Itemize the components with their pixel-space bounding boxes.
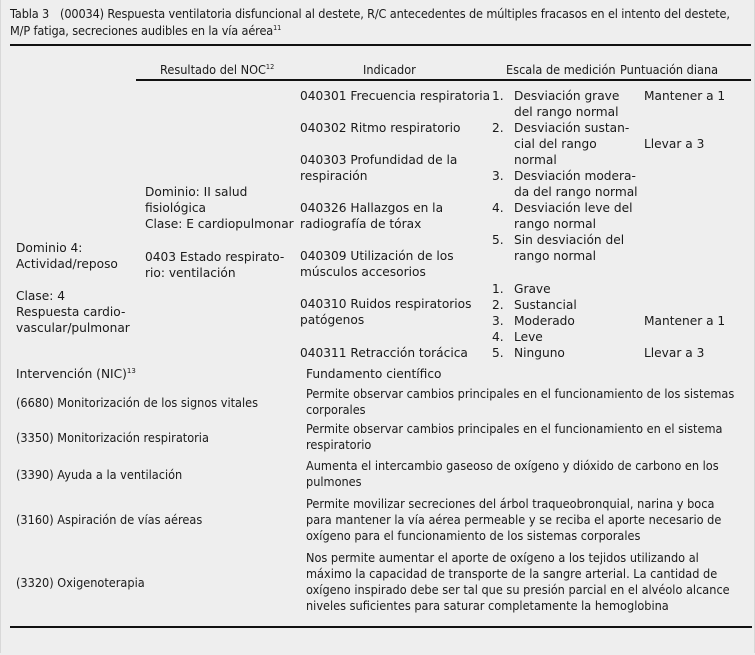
diagnosis-clase-l2: Respuesta cardio- [16,305,126,319]
noc-dominio-l1: Dominio: II salud [145,185,248,199]
indicator-040303 [300,152,457,184]
target-3: Mantener a 1 [644,314,726,328]
nic-fundamento: Permite movilizar secreciones del árbol traqueobronquial, narina y boca para mantener la vía aérea permeable y se reciba el aporte necesario de oxígeno para el funcionamiento de los sistemas corporales [306,497,722,543]
indicator-040311 [300,345,468,361]
nic-header-fundamento: Fundamento científico [306,367,442,381]
top-rule [10,44,751,46]
nic-name: (3160) Aspiración de vías aéreas [16,513,203,527]
header-resultado-ref: 12 [265,63,275,71]
header-escala: Escala de medición [506,63,616,77]
indicator-l2: radiografía de tórax [300,217,422,231]
header-rule [136,79,751,81]
nic-fundamento: Permite observar cambios principales en el funcionamiento de los sistemas corporales [306,387,735,417]
table-caption [10,6,750,40]
scale-num: 4. [492,201,504,215]
header-indicador: Indicador [363,63,416,77]
scale-text: Leve [514,330,543,344]
indicator-l1: 040310 Ruidos respiratorios [300,297,472,311]
nic-header-intervencion-ref: 13 [126,367,136,375]
indicator-l1: 040326 Hallazgos en la [300,201,444,215]
indicator-040310 [300,296,471,328]
caption-text: (00034) Respuesta ventilatoria disfuncional al destete, R/C antecedentes de múltiples fracasos en el intento del destete, M/P fatiga, secreciones audibles en la vía aérea [10,7,730,38]
nic-name: (3350) Monitorización respiratoria [16,431,209,445]
scale-severity-list [492,281,577,361]
scale-text: Desviación sustan- [514,121,630,135]
indicator-l1: 040302 Ritmo respiratorio [300,121,461,135]
nic-fundamento: Nos permite aumentar el aporte de oxígeno a los tejidos utilizando al máximo la capacidad de transporte de la sangre arterial. La cantidad de oxígeno inspirado debe ser tal que su presión parcial en el alvéolo alcance niveles suficientes para saturar completamente la hemoglobina [306,551,730,613]
target-2: Llevar a 3 [644,137,705,151]
noc-resultado-l2: rio: ventilación [145,266,236,280]
scale-item [492,281,577,297]
scale-item [492,88,638,120]
indicator-l1: 040303 Profundidad de la [300,153,458,167]
nic-name: (6680) Monitorización de los signos vitales [16,396,259,410]
scale-text: Sin desviación del [514,233,625,247]
scale-num: 1. [492,89,504,103]
diagnosis-clase-l1: Clase: 4 [16,289,65,303]
indicator-040302 [300,120,461,136]
indicator-040309 [300,248,454,280]
header-puntuacion: Puntuación diana [620,63,719,77]
scale-text: rango normal [514,217,596,231]
scale-text: normal [514,153,557,167]
scale-text: Desviación modera- [514,169,636,183]
scale-text: Desviación grave [514,89,620,103]
scale-item [492,200,638,232]
bottom-rule [10,626,752,628]
target-1: Mantener a 1 [644,89,726,103]
diagnosis-clase-l3: vascular/pulmonar [16,321,130,335]
scale-num: 5. [492,233,504,247]
indicator-l1: 040311 Retracción torácica [300,346,468,360]
diagnosis-clase [16,288,130,336]
scale-item [492,297,577,313]
nic-header-intervencion [16,366,136,382]
scale-item [492,120,638,168]
noc-clase: Clase: E cardiopulmonar [145,217,294,231]
indicator-l1: 040309 Utilización de los [300,249,454,263]
target-4: Llevar a 3 [644,346,705,360]
scale-item [492,329,577,345]
scale-num: 2. [492,121,504,135]
indicator-040326 [300,200,443,232]
nic-fundamento: Aumenta el intercambio gaseoso de oxígeno y dióxido de carbono en los pulmones [306,459,719,489]
scale-text: Ninguno [514,346,565,360]
scale-item [492,232,638,264]
diagnosis-dominio-l2: Actividad/reposo [16,257,118,271]
scale-item [492,313,577,329]
diagnosis-dominio [16,240,118,272]
header-resultado-label: Resultado del NOC [160,63,266,77]
scale-num: 1. [492,282,504,296]
diagnosis-dominio-l1: Dominio 4: [16,241,83,255]
header-resultado [160,62,274,78]
scale-text: Sustancial [514,298,577,312]
scale-text: Moderado [514,314,575,328]
scale-text: del rango normal [514,105,619,119]
scale-text: da del rango normal [514,185,638,199]
scale-deviation-list [492,88,638,264]
noc-resultado-l1: 0403 Estado respirato- [145,250,285,264]
nic-header-intervencion-label: Intervención (NIC) [16,367,127,381]
scale-num: 3. [492,169,504,183]
scale-item [492,168,638,200]
scale-num: 3. [492,314,504,328]
scale-text: Grave [514,282,551,296]
scale-num: 5. [492,346,504,360]
scale-num: 2. [492,298,504,312]
scale-text: Desviación leve del [514,201,633,215]
nic-fundamento: Permite observar cambios principales en el funcionamiento en el sistema respiratorio [306,422,723,452]
scale-text: rango normal [514,249,596,263]
indicator-l1: 040301 Frecuencia respiratoria [300,89,491,103]
nic-name: (3390) Ayuda a la ventilación [16,468,183,482]
indicator-l2: patógenos [300,313,365,327]
scale-num: 4. [492,330,504,344]
scale-text: cial del rango [514,137,597,151]
noc-dominio-l2: fisiológica [145,201,207,215]
scale-item [492,345,577,361]
noc-dominio [145,184,294,232]
indicator-040301 [300,88,490,104]
noc-resultado [145,249,284,281]
caption-reference: 11 [273,24,282,32]
indicator-l2: músculos accesorios [300,265,426,279]
table-label: Tabla 3 [10,7,50,21]
indicator-l2: respiración [300,169,368,183]
nic-name: (3320) Oxigenoterapia [16,576,145,590]
